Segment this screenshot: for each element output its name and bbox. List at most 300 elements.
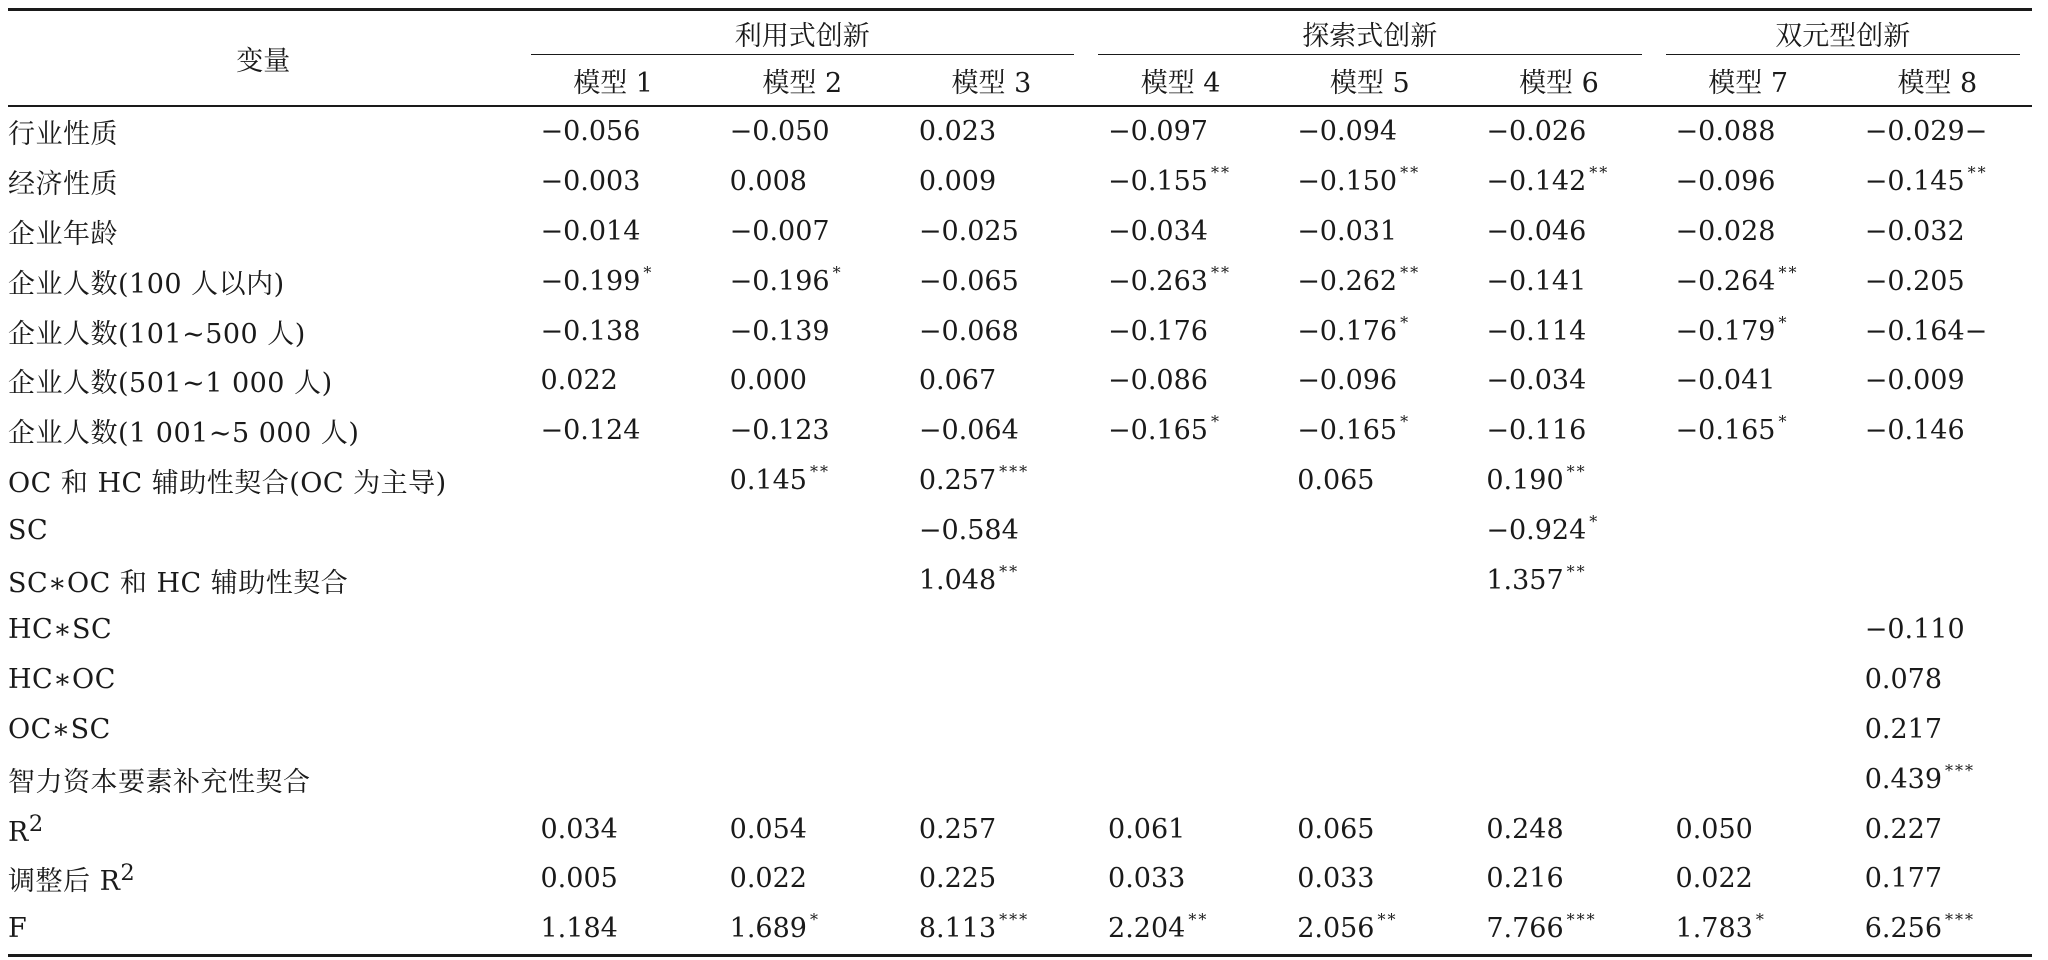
coefficient xyxy=(519,415,641,446)
coefficient-cell xyxy=(1464,456,1653,506)
coefficient-cell xyxy=(1654,456,1843,506)
table-row xyxy=(8,854,2032,904)
coefficient xyxy=(897,863,996,894)
coefficient-cell xyxy=(1086,854,1275,904)
coefficient-cell xyxy=(708,157,897,207)
coefficient-value: −0.003 xyxy=(540,166,641,198)
coefficient-cell xyxy=(1464,605,1653,655)
coefficient-value: −0.025 xyxy=(918,215,1019,247)
regression-table-container xyxy=(8,8,2032,957)
table-row xyxy=(8,505,2032,555)
coefficient-value: −0.584 xyxy=(918,514,1019,546)
variable-label xyxy=(8,106,519,157)
significance-stars: * xyxy=(1589,511,1600,531)
coefficient xyxy=(1275,163,1421,198)
coefficient xyxy=(897,166,996,197)
coefficient-value: −0.145 xyxy=(1864,166,1965,198)
coefficient xyxy=(1464,415,1586,446)
coefficient xyxy=(1843,760,1975,795)
coefficient-cell xyxy=(1654,655,1843,705)
coefficient-value: −0.139 xyxy=(729,315,830,347)
coefficient xyxy=(1654,262,1799,297)
coefficient-value: 0.050 xyxy=(1675,813,1753,845)
coefficient-cell xyxy=(1275,904,1464,955)
coefficient xyxy=(1464,216,1586,247)
coefficient-cell xyxy=(1464,505,1653,555)
coefficient-value: −0.009 xyxy=(1864,365,1965,397)
coefficient-value: −0.264 xyxy=(1675,265,1776,297)
coefficient-cell xyxy=(1464,106,1653,157)
table-row xyxy=(8,256,2032,306)
coefficient-value: −0.165 xyxy=(1297,415,1398,447)
variable-label-text: SC xyxy=(8,514,49,546)
variable-label xyxy=(8,356,519,406)
coefficient-value: −0.014 xyxy=(540,215,641,247)
coefficient-cell xyxy=(897,406,1086,456)
variable-label xyxy=(8,904,519,955)
coefficient-cell xyxy=(708,356,897,406)
coefficient-cell xyxy=(1086,505,1275,555)
coefficient-cell xyxy=(519,207,708,257)
coefficient-value: 0.005 xyxy=(540,863,618,895)
coefficient-cell xyxy=(708,207,897,257)
coefficient xyxy=(1086,863,1185,894)
model-header-5: 模型 5 xyxy=(1329,67,1410,99)
table-row xyxy=(8,406,2032,456)
coefficient xyxy=(1843,415,1965,446)
significance-stars: ** xyxy=(1188,910,1209,930)
coefficient-cell xyxy=(1464,705,1653,755)
coefficient-value: −0.179 xyxy=(1675,315,1776,347)
coefficient-cell xyxy=(1275,505,1464,555)
variable-label-text: HC∗OC xyxy=(8,664,116,696)
table-row xyxy=(8,456,2032,506)
significance-stars: ** xyxy=(1566,461,1587,481)
coefficient-value: −0.150 xyxy=(1297,166,1398,198)
coefficient-cell xyxy=(897,555,1086,605)
significance-stars: * xyxy=(1778,312,1789,332)
table-row xyxy=(8,207,2032,257)
significance-stars: *** xyxy=(999,461,1030,481)
coefficient-cell xyxy=(708,505,897,555)
coefficient-value: 0.022 xyxy=(1675,863,1753,895)
coefficient-cell xyxy=(1843,207,2032,257)
coefficient xyxy=(1275,863,1374,894)
variable-label xyxy=(8,655,519,705)
variable-label-text: OC∗SC xyxy=(8,713,111,745)
coefficient-value: −0.065 xyxy=(918,265,1019,297)
coefficient-cell xyxy=(708,406,897,456)
coefficient-cell xyxy=(1464,804,1653,854)
table-row xyxy=(8,555,2032,605)
coefficient-cell xyxy=(1086,804,1275,854)
coefficient-value: −0.064 xyxy=(918,415,1019,447)
coefficient xyxy=(519,166,641,197)
coefficient-value: 6.256 xyxy=(1864,913,1942,945)
coefficient-cell xyxy=(1843,754,2032,804)
coefficient-cell xyxy=(1275,106,1464,157)
coefficient-cell xyxy=(1843,157,2032,207)
coefficient-value: −0.050 xyxy=(729,116,830,148)
group-header-ambidextrous xyxy=(1654,10,2032,56)
coefficient-cell xyxy=(897,854,1086,904)
coefficient-value: −0.056 xyxy=(540,116,641,148)
coefficient-cell xyxy=(1086,207,1275,257)
table-header xyxy=(8,10,2032,107)
coefficient-cell xyxy=(897,256,1086,306)
coefficient xyxy=(1275,910,1398,945)
model-header-8: 模型 8 xyxy=(1897,67,1978,99)
coefficient xyxy=(897,316,1019,347)
significance-stars: ** xyxy=(1210,163,1231,183)
variable-label xyxy=(8,256,519,306)
coefficient-cell xyxy=(897,655,1086,705)
coefficient-value: −0.097 xyxy=(1108,116,1208,148)
coefficient xyxy=(1275,412,1411,447)
coefficient-cell xyxy=(1843,655,2032,705)
coefficient-cell xyxy=(519,605,708,655)
coefficient-cell xyxy=(519,505,708,555)
variable-label-text: OC 和 HC 辅助性契合(OC 为主导) xyxy=(8,467,447,499)
coefficient-value: 0.022 xyxy=(729,863,807,895)
coefficient-cell xyxy=(708,655,897,705)
variable-label-text: 企业人数(101∼500 人) xyxy=(8,318,306,350)
coefficient-cell xyxy=(1086,406,1275,456)
coefficient xyxy=(1843,814,1942,845)
coefficient-cell xyxy=(897,106,1086,157)
coefficient-value: 0.216 xyxy=(1486,863,1564,895)
variable-label xyxy=(8,456,519,506)
coefficient-value: 0.177 xyxy=(1864,863,1942,895)
coefficient-value: 0.145 xyxy=(729,464,807,496)
coefficient-cell xyxy=(519,854,708,904)
coefficient xyxy=(519,814,618,845)
coefficient-cell xyxy=(1654,904,1843,955)
coefficient-cell xyxy=(1654,555,1843,605)
coefficient-value: −0.110 xyxy=(1864,614,1965,646)
coefficient xyxy=(1464,814,1563,845)
coefficient-value: −0.088 xyxy=(1675,116,1776,148)
variable-label xyxy=(8,754,519,804)
coefficient-value: 0.009 xyxy=(918,166,997,198)
coefficient-cell xyxy=(897,356,1086,406)
coefficient xyxy=(897,561,1020,596)
coefficient-value: −0.094 xyxy=(1297,116,1398,148)
coefficient-value: −0.046 xyxy=(1486,215,1587,247)
coefficient-value: 1.783 xyxy=(1675,913,1753,945)
coefficient-value: −0.263 xyxy=(1108,265,1208,297)
coefficient-value: 0.257 xyxy=(918,813,997,845)
significance-stars: * xyxy=(832,262,843,282)
coefficient-value: 0.190 xyxy=(1486,464,1564,496)
coefficient-cell xyxy=(1275,705,1464,755)
variable-label-text: 经济性质 xyxy=(8,169,118,201)
coefficient xyxy=(1464,266,1586,297)
coefficient-value: −0.068 xyxy=(918,315,1019,347)
coefficient-cell xyxy=(1843,904,2032,955)
coefficient xyxy=(897,216,1019,247)
coefficient-cell xyxy=(1843,555,2032,605)
coefficient xyxy=(1654,216,1776,247)
coefficient xyxy=(1464,163,1610,198)
coefficient xyxy=(1843,116,1988,147)
coefficient-value: −0.096 xyxy=(1675,166,1776,198)
coefficient-cell xyxy=(1654,256,1843,306)
coefficient-cell xyxy=(519,256,708,306)
coefficient-value: 1.048 xyxy=(918,564,997,596)
table-row xyxy=(8,655,2032,705)
coefficient-value: −0.176 xyxy=(1108,315,1208,347)
group-label: 探索式创新 xyxy=(1302,20,1438,52)
coefficient xyxy=(897,814,996,845)
coefficient-cell xyxy=(1086,256,1275,306)
coefficient-value: −0.032 xyxy=(1864,215,1965,247)
coefficient-value: 0.248 xyxy=(1486,813,1564,845)
coefficient-cell xyxy=(897,705,1086,755)
coefficient xyxy=(708,166,807,197)
table-row xyxy=(8,754,2032,804)
coefficient xyxy=(1843,714,1942,745)
variable-label xyxy=(8,804,519,854)
coefficient-cell xyxy=(708,904,897,955)
coefficient xyxy=(1275,312,1411,347)
coefficient xyxy=(1275,216,1397,247)
superscript: 2 xyxy=(120,860,136,887)
coefficient-cell xyxy=(1275,754,1464,804)
group-label: 利用式创新 xyxy=(734,20,870,52)
variable-label-text: 智力资本要素补充性契合 xyxy=(8,766,311,798)
coefficient-cell xyxy=(1464,754,1653,804)
table-row xyxy=(8,904,2032,955)
coefficient-value: −0.041 xyxy=(1675,365,1776,397)
coefficient-value: −0.007 xyxy=(729,215,830,247)
coefficient-value: −0.165 xyxy=(1675,415,1776,447)
coefficient-value: −0.924 xyxy=(1486,514,1587,546)
coefficient-cell xyxy=(897,505,1086,555)
coefficient xyxy=(1843,910,1975,945)
coefficient-cell xyxy=(708,754,897,804)
coefficient-cell xyxy=(1843,854,2032,904)
superscript: 2 xyxy=(28,810,44,837)
coefficient xyxy=(708,814,807,845)
significance-stars: ** xyxy=(999,561,1020,581)
coefficient-cell xyxy=(1654,106,1843,157)
coefficient-value: −0.142 xyxy=(1486,166,1587,198)
variable-label xyxy=(8,406,519,456)
coefficient-cell xyxy=(519,356,708,406)
coefficient-cell xyxy=(708,804,897,854)
significance-stars: * xyxy=(809,910,820,930)
coefficient-value: −0.199 xyxy=(540,265,641,297)
coefficient-value: 2.056 xyxy=(1297,913,1375,945)
coefficient-value: 0.008 xyxy=(729,166,807,198)
coefficient-cell xyxy=(1654,157,1843,207)
coefficient-cell xyxy=(1843,505,2032,555)
coefficient xyxy=(519,116,641,147)
model-header-2: 模型 2 xyxy=(762,67,843,99)
coefficient-cell xyxy=(1275,406,1464,456)
coefficient-cell xyxy=(1464,207,1653,257)
coefficient-value: −0.029− xyxy=(1864,116,1988,148)
coefficient-value: 0.054 xyxy=(729,813,807,845)
coefficient-cell xyxy=(1654,804,1843,854)
coefficient-cell xyxy=(1086,106,1275,157)
coefficient-cell xyxy=(1464,406,1653,456)
coefficient-cell xyxy=(1086,356,1275,406)
coefficient xyxy=(1275,116,1397,147)
coefficient-cell xyxy=(1086,157,1275,207)
coefficient-cell xyxy=(1275,256,1464,306)
coefficient-value: 0.257 xyxy=(918,464,997,496)
coefficient xyxy=(1464,116,1586,147)
coefficient-cell xyxy=(897,306,1086,356)
coefficient xyxy=(1843,216,1965,247)
coefficient-value: −0.164− xyxy=(1864,315,1988,347)
coefficient xyxy=(1843,614,1965,645)
coefficient-cell xyxy=(708,605,897,655)
coefficient-cell xyxy=(1086,456,1275,506)
significance-stars: ** xyxy=(1400,163,1421,183)
coefficient-cell xyxy=(1654,854,1843,904)
coefficient-cell xyxy=(1654,705,1843,755)
coefficient-value: −0.096 xyxy=(1297,365,1398,397)
model-header-7: 模型 7 xyxy=(1708,67,1788,99)
coefficient-cell xyxy=(519,406,708,456)
table-row xyxy=(8,356,2032,406)
coefficient-value: −0.124 xyxy=(540,415,641,447)
coefficient xyxy=(1843,664,1942,695)
coefficient xyxy=(1086,910,1209,945)
coefficient xyxy=(1464,910,1597,945)
coefficient xyxy=(897,365,996,396)
significance-stars: * xyxy=(1210,412,1221,432)
variable-label xyxy=(8,605,519,655)
variable-label xyxy=(8,306,519,356)
table-row xyxy=(8,804,2032,854)
coefficient-cell xyxy=(519,705,708,755)
coefficient xyxy=(1086,163,1231,198)
coefficient-value: −0.176 xyxy=(1297,315,1398,347)
regression-table xyxy=(8,8,2032,957)
coefficient xyxy=(708,910,820,945)
table-row xyxy=(8,605,2032,655)
coefficient xyxy=(1464,863,1563,894)
model-header-4: 模型 4 xyxy=(1140,67,1221,99)
model-header-6: 模型 6 xyxy=(1519,67,1599,99)
table-row xyxy=(8,106,2032,157)
coefficient-cell xyxy=(708,854,897,904)
coefficient xyxy=(708,461,830,496)
coefficient xyxy=(897,415,1019,446)
coefficient-cell xyxy=(519,157,708,207)
group-underline xyxy=(1666,54,2020,55)
variable-label xyxy=(8,555,519,605)
coefficient xyxy=(1464,511,1600,546)
coefficient-cell xyxy=(1086,904,1275,955)
variable-label-text: HC∗SC xyxy=(8,614,113,646)
coefficient-cell xyxy=(519,106,708,157)
coefficient xyxy=(1086,116,1208,147)
significance-stars: * xyxy=(1400,312,1411,332)
coefficient xyxy=(1086,412,1221,447)
coefficient xyxy=(1086,262,1231,297)
coefficient-cell xyxy=(897,804,1086,854)
coefficient-cell xyxy=(1464,904,1653,955)
coefficient-value: −0.116 xyxy=(1486,415,1587,447)
coefficient-value: −0.165 xyxy=(1108,415,1208,447)
coefficient-value: 0.022 xyxy=(540,365,618,397)
table-row xyxy=(8,306,2032,356)
variable-label-text: 调整后 R xyxy=(8,866,121,898)
coefficient-cell xyxy=(1086,605,1275,655)
coefficient-cell xyxy=(1275,854,1464,904)
coefficient xyxy=(1275,365,1397,396)
coefficient xyxy=(1654,412,1789,447)
coefficient-cell xyxy=(1086,705,1275,755)
coefficient xyxy=(1654,166,1776,197)
coefficient xyxy=(1275,262,1421,297)
coefficient-value: 0.023 xyxy=(918,116,997,148)
coefficient xyxy=(1275,465,1374,496)
coefficient-cell xyxy=(1654,406,1843,456)
coefficient-value: 0.034 xyxy=(540,813,618,845)
coefficient-cell xyxy=(519,306,708,356)
coefficient-value: −0.026 xyxy=(1486,116,1587,148)
coefficient-value: −0.034 xyxy=(1108,215,1208,247)
variable-label-text: F xyxy=(8,913,28,945)
coefficient-value: 0.217 xyxy=(1864,713,1942,745)
coefficient xyxy=(1464,365,1586,396)
coefficient xyxy=(1086,365,1208,396)
variable-label-text: 企业人数(501∼1 000 人) xyxy=(8,368,333,400)
significance-stars: * xyxy=(643,262,654,282)
coefficient xyxy=(1843,266,1965,297)
coefficient-value: 0.033 xyxy=(1297,863,1375,895)
coefficient xyxy=(708,216,830,247)
coefficient xyxy=(1843,163,1988,198)
variable-label-text: 企业年龄 xyxy=(8,218,118,250)
coefficient-cell xyxy=(1464,256,1653,306)
significance-stars: ** xyxy=(1566,561,1587,581)
coefficient-cell xyxy=(1275,356,1464,406)
coefficient xyxy=(708,365,807,396)
coefficient xyxy=(1654,863,1753,894)
coefficient-cell xyxy=(519,754,708,804)
coefficient-value: 0.033 xyxy=(1108,863,1186,895)
coefficient-cell xyxy=(519,655,708,705)
coefficient-cell xyxy=(1275,605,1464,655)
coefficient xyxy=(519,863,618,894)
coefficient-value: 0.067 xyxy=(918,365,997,397)
coefficient-cell xyxy=(1843,804,2032,854)
coefficient xyxy=(1843,316,1988,347)
significance-stars: * xyxy=(1755,910,1766,930)
significance-stars: ** xyxy=(809,461,830,481)
coefficient xyxy=(1843,863,1942,894)
variable-label xyxy=(8,705,519,755)
variable-column-header: 变量 xyxy=(236,45,291,77)
coefficient-value: 7.766 xyxy=(1486,913,1564,945)
variable-label-text: R xyxy=(8,816,29,848)
coefficient-cell xyxy=(1275,804,1464,854)
variable-label xyxy=(8,854,519,904)
coefficient xyxy=(1086,316,1208,347)
coefficient xyxy=(708,116,830,147)
coefficient xyxy=(897,116,996,147)
coefficient-value: 0.000 xyxy=(729,365,807,397)
coefficient-value: 0.227 xyxy=(1864,813,1942,845)
coefficient-cell xyxy=(1275,555,1464,605)
